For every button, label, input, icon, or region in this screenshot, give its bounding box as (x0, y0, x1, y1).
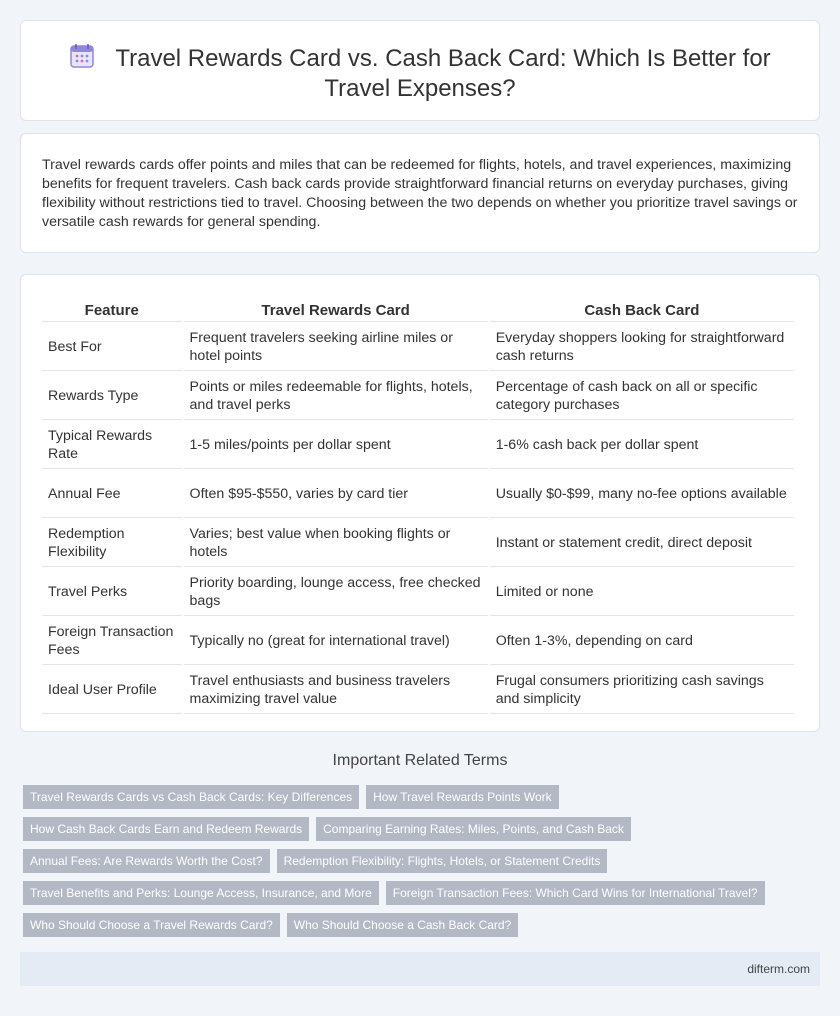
related-term-tag[interactable]: Annual Fees: Are Rewards Worth the Cost? (23, 849, 270, 873)
comparison-table (40, 294, 796, 716)
feature-cell: Typical Rewards Rate (42, 422, 182, 469)
travel-rewards-cell: Varies; best value when booking flights or hotels (184, 520, 488, 567)
related-terms-tags (23, 785, 823, 945)
travel-rewards-cell: Typically no (great for international travel) (184, 618, 488, 665)
travel-rewards-cell: Often $95-$550, varies by card tier (184, 471, 488, 518)
tag-row (23, 817, 823, 841)
comparison-table-card (20, 274, 820, 732)
travel-rewards-cell: Points or miles redeemable for flights, hotels, and travel perks (184, 373, 488, 420)
related-term-tag[interactable]: Travel Rewards Cards vs Cash Back Cards: Key Differences (23, 785, 359, 809)
related-terms-title: Important Related Terms (332, 752, 508, 769)
feature-cell: Rewards Type (42, 373, 182, 420)
related-term-tag[interactable]: Who Should Choose a Cash Back Card? (287, 913, 518, 937)
table-row (42, 324, 794, 371)
header-feature: Feature (42, 296, 182, 322)
footer-site-link[interactable]: difterm.com (747, 962, 810, 976)
travel-rewards-cell: Priority boarding, lounge access, free checked bags (184, 569, 488, 616)
travel-rewards-cell: Frequent travelers seeking airline miles or hotel points (184, 324, 488, 371)
travel-rewards-cell: Travel enthusiasts and business travelers maximizing travel value (184, 667, 488, 714)
calendar-icon (69, 43, 95, 69)
related-term-tag[interactable]: Foreign Transaction Fees: Which Card Wins for International Travel? (386, 881, 765, 905)
travel-rewards-cell: 1-5 miles/points per dollar spent (184, 422, 488, 469)
related-term-tag[interactable]: How Cash Back Cards Earn and Redeem Rewards (23, 817, 309, 841)
related-term-tag[interactable]: Travel Benefits and Perks: Lounge Access, Insurance, and More (23, 881, 379, 905)
table-row (42, 520, 794, 567)
intro-card (20, 133, 820, 253)
related-term-tag[interactable]: Comparing Earning Rates: Miles, Points, and Cash Back (316, 817, 631, 841)
tag-row (23, 913, 823, 937)
cash-back-cell: 1-6% cash back per dollar spent (490, 422, 794, 469)
feature-cell: Foreign Transaction Fees (42, 618, 182, 665)
tag-row (23, 785, 823, 809)
table-row (42, 373, 794, 420)
cash-back-cell: Percentage of cash back on all or specific category purchases (490, 373, 794, 420)
cash-back-cell: Everyday shoppers looking for straightforward cash returns (490, 324, 794, 371)
feature-cell: Best For (42, 324, 182, 371)
table-row (42, 618, 794, 665)
table-row (42, 471, 794, 518)
tag-row (23, 881, 823, 905)
feature-cell: Redemption Flexibility (42, 520, 182, 567)
tag-row (23, 849, 823, 873)
feature-cell: Annual Fee (42, 471, 182, 518)
table-header-row (42, 296, 794, 322)
feature-cell: Travel Perks (42, 569, 182, 616)
related-term-tag[interactable]: How Travel Rewards Points Work (366, 785, 559, 809)
cash-back-cell: Often 1-3%, depending on card (490, 618, 794, 665)
cash-back-cell: Limited or none (490, 569, 794, 616)
table-row (42, 667, 794, 714)
page-title-wrap (60, 43, 780, 104)
related-term-tag[interactable]: Redemption Flexibility: Flights, Hotels, or Statement Credits (277, 849, 608, 873)
cash-back-cell: Usually $0-$99, many no-fee options available (490, 471, 794, 518)
header-cash-back: Cash Back Card (490, 296, 794, 322)
table-row (42, 422, 794, 469)
header-travel-rewards: Travel Rewards Card (184, 296, 488, 322)
page-title: Travel Rewards Card vs. Cash Back Card: Which Is Better for Travel Expenses? (115, 45, 771, 102)
feature-cell: Ideal User Profile (42, 667, 182, 714)
related-term-tag[interactable]: Who Should Choose a Travel Rewards Card? (23, 913, 280, 937)
intro-text: Travel rewards cards offer points and miles that can be redeemed for flights, hotels, and travel experiences, maximizing benefits for frequent travelers. Cash back cards provide straightforward financial returns on everyday purchases, giving flexibility without restrictions tied to travel. Choosing between the two depends on whether you prioritize travel savings or versatile cash rewards for general spending. (42, 157, 798, 230)
table-row (42, 569, 794, 616)
cash-back-cell: Frugal consumers prioritizing cash savings and simplicity (490, 667, 794, 714)
cash-back-cell: Instant or statement credit, direct deposit (490, 520, 794, 567)
footer (20, 952, 820, 986)
header-card (20, 20, 820, 121)
